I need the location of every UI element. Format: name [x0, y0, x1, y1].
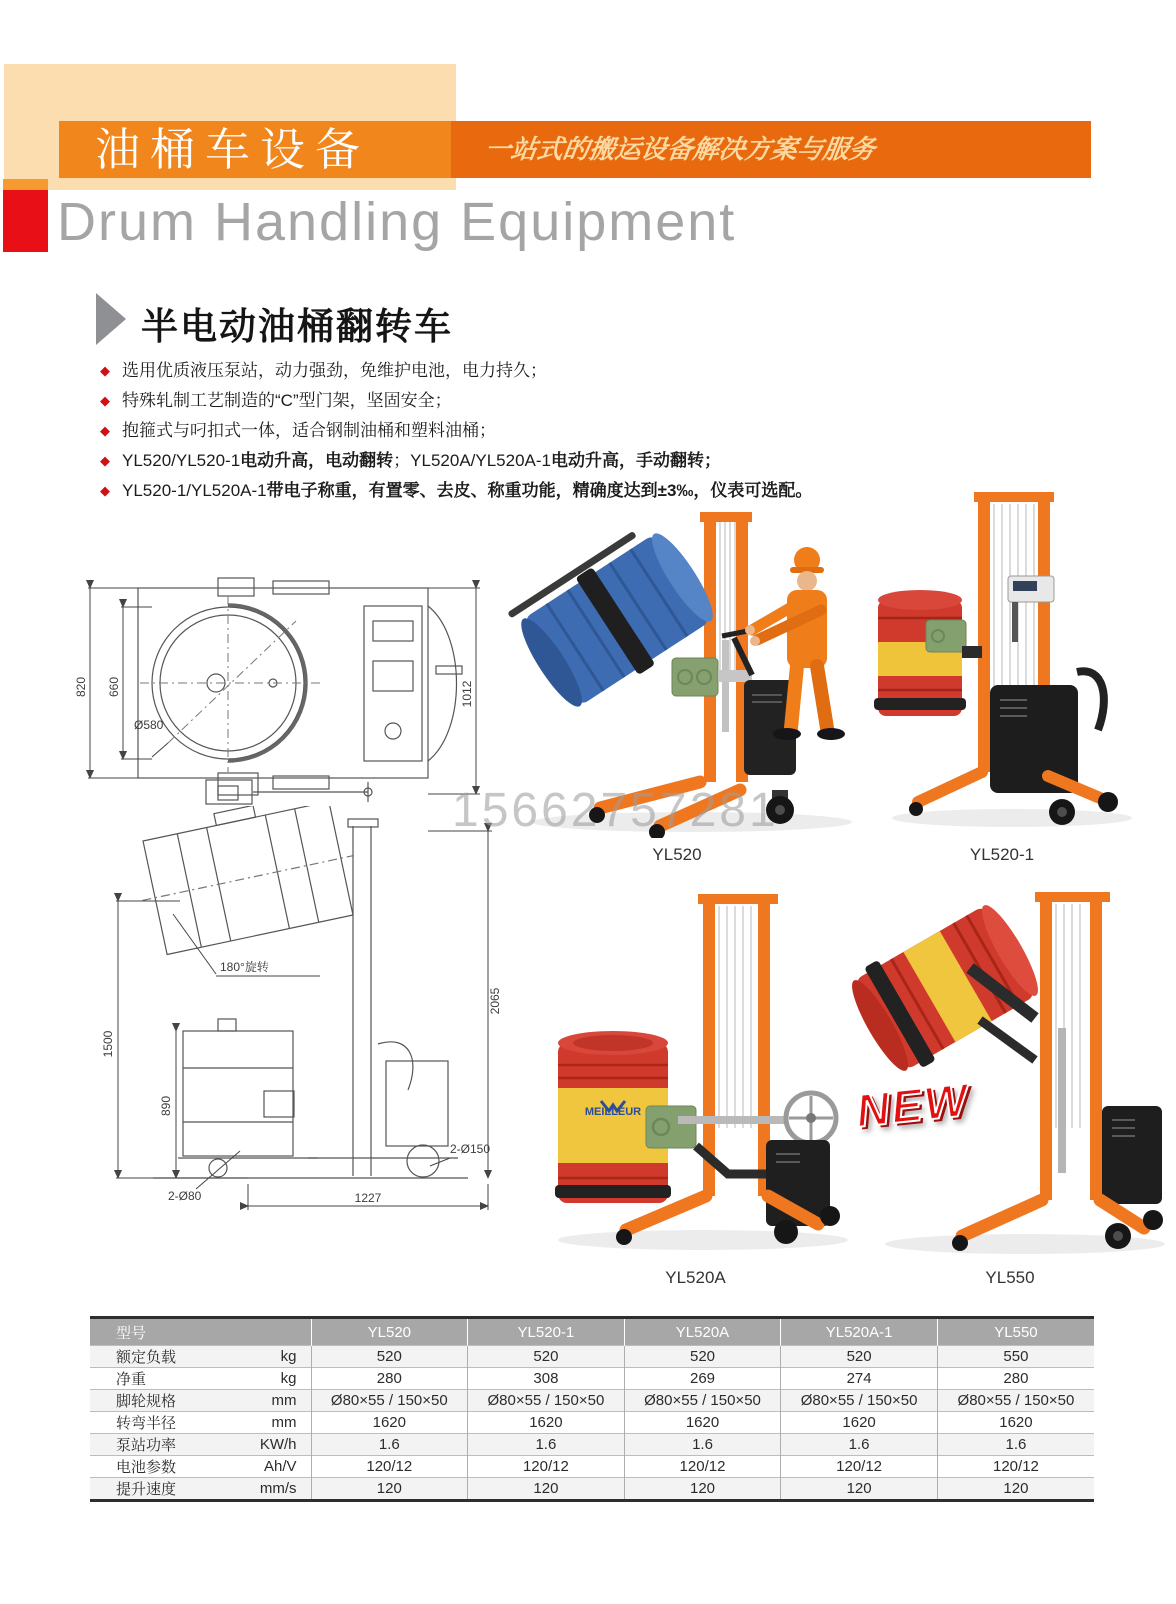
- feature-list: [100, 356, 812, 506]
- product-label-yl550: YL550: [985, 1268, 1035, 1287]
- spec-value: 520: [781, 1346, 938, 1368]
- spec-value: 520: [468, 1346, 625, 1368]
- spec-row: [90, 1456, 1094, 1478]
- spec-value: 1.6: [311, 1434, 468, 1456]
- spec-param-name: 额定负载: [90, 1346, 240, 1368]
- feature-item: ◆ 选用优质液压泵站，动力强劲，免维护电池，电力持久；: [100, 361, 547, 380]
- product-photo-yl550: [850, 868, 1170, 1260]
- spec-header-model: YL550: [937, 1318, 1094, 1346]
- spec-header-model: YL520A-1: [781, 1318, 938, 1346]
- pump-box: [722, 631, 796, 775]
- dim-plan-820: 820: [74, 676, 88, 698]
- battery-box: [1102, 1106, 1162, 1204]
- spec-value: 120: [624, 1478, 781, 1501]
- spec-row: [90, 1390, 1094, 1412]
- bullet-diamond-icon: ◆: [100, 453, 110, 468]
- dim-side-2065: 2065: [488, 987, 502, 1015]
- spec-header-model-label: 型号: [90, 1318, 311, 1346]
- header-orange-square: [3, 179, 48, 190]
- spec-value: 120: [781, 1478, 938, 1501]
- spec-header-model: YL520-1: [468, 1318, 625, 1346]
- spec-value: Ø80×55 / 150×50: [624, 1390, 781, 1412]
- spec-value: Ø80×55 / 150×50: [781, 1390, 938, 1412]
- spec-value: 274: [781, 1368, 938, 1390]
- spec-table-wrap: [90, 1316, 1094, 1502]
- new-badge: NEW: [853, 1073, 972, 1137]
- dim-plan-1012: 1012: [460, 680, 474, 708]
- page-title: 油桶车设备: [95, 124, 371, 175]
- feature-item: ◆ YL520/YL520-1电动升高，电动翻转；YL520A/YL520A-1电动升高，手动翻转；: [100, 451, 721, 470]
- spec-value: 120: [311, 1478, 468, 1501]
- spec-param-name: 净重: [90, 1368, 240, 1390]
- spec-value: 120/12: [468, 1456, 625, 1478]
- spec-param-name: 脚轮规格: [90, 1390, 240, 1412]
- spec-param-unit: KW/h: [240, 1434, 311, 1456]
- spec-value: 520: [311, 1346, 468, 1368]
- header-slogan-bar: [451, 121, 1091, 178]
- spec-row: [90, 1478, 1094, 1501]
- clamp-gearbox: [926, 620, 982, 658]
- spec-param-name: 转弯半径: [90, 1412, 240, 1434]
- spec-row: [90, 1368, 1094, 1390]
- spec-value: 520: [624, 1346, 781, 1368]
- spec-row: [90, 1434, 1094, 1456]
- spec-param-unit: kg: [240, 1346, 311, 1368]
- feature-item: ◆ 抱箍式与叼扣式一体，适合钢制油桶和塑料油桶；: [100, 421, 496, 440]
- spec-table: [90, 1316, 1094, 1502]
- bullet-diamond-icon: ◆: [100, 423, 110, 438]
- feature-item: ◆ YL520-1/YL520A-1带电子称重，有置零、去皮、称重功能，精确度达到±3‰，仪表可选配。: [100, 481, 813, 500]
- spec-value: 308: [468, 1368, 625, 1390]
- section-arrow-icon: [96, 293, 126, 345]
- product-label-yl520: YL520: [652, 845, 702, 864]
- spec-table-header: [90, 1318, 1094, 1346]
- dim-side-890: 890: [159, 1095, 173, 1117]
- dim-plan-660: 660: [107, 676, 121, 698]
- spec-value: 1.6: [624, 1434, 781, 1456]
- spec-value: 280: [311, 1368, 468, 1390]
- spec-value: 1.6: [937, 1434, 1094, 1456]
- spec-param-unit: Ah/V: [240, 1456, 311, 1478]
- spec-value: Ø80×55 / 150×50: [468, 1390, 625, 1412]
- dim-side-rotation: 180°旋转: [220, 960, 269, 974]
- product-photo-yl520-1: [862, 480, 1142, 832]
- bullet-diamond-icon: ◆: [100, 393, 110, 408]
- plan-view-drawing: [68, 566, 498, 806]
- svg-text:MEILLEUR: MEILLEUR: [584, 1106, 642, 1118]
- spec-row: [90, 1412, 1094, 1434]
- spec-value: 269: [624, 1368, 781, 1390]
- product-label-yl520a: YL520A: [665, 1268, 726, 1287]
- spec-value: 1620: [311, 1412, 468, 1434]
- dim-side-front-wheels: 2-Ø80: [168, 1189, 202, 1203]
- bullet-diamond-icon: ◆: [100, 483, 110, 498]
- spec-value: 120: [468, 1478, 625, 1501]
- bullet-diamond-icon: ◆: [100, 363, 110, 378]
- phone-watermark: 15662757281: [452, 784, 779, 837]
- section-title: 半电动油桶翻转车: [141, 306, 453, 347]
- spec-value: 550: [937, 1346, 1094, 1368]
- dim-side-1227: 1227: [354, 1191, 382, 1205]
- spec-param-unit: mm: [240, 1412, 311, 1434]
- spec-value: 120: [937, 1478, 1094, 1501]
- spec-value: 1620: [468, 1412, 625, 1434]
- product-photo-yl520a: [528, 878, 863, 1256]
- page-title-english: Drum Handling Equipment: [57, 192, 737, 252]
- spec-param-unit: mm/s: [240, 1478, 311, 1501]
- spec-value: 120/12: [781, 1456, 938, 1478]
- dim-plan-drum-dia: Ø580: [134, 718, 164, 732]
- spec-value: Ø80×55 / 150×50: [311, 1390, 468, 1412]
- dim-side-1500: 1500: [101, 1030, 115, 1058]
- dim-side-rear-wheels: 2-Ø150: [450, 1142, 491, 1156]
- handwheel: [786, 1093, 836, 1143]
- spec-header-model: YL520: [311, 1318, 468, 1346]
- spec-param-name: 提升速度: [90, 1478, 240, 1501]
- spec-value: 1620: [937, 1412, 1094, 1434]
- spec-value: 120/12: [937, 1456, 1094, 1478]
- spec-row: [90, 1346, 1094, 1368]
- drum-red-yellow: [874, 590, 966, 716]
- spec-param-name: 电池参数: [90, 1456, 240, 1478]
- spec-param-unit: mm: [240, 1390, 311, 1412]
- spec-value: Ø80×55 / 150×50: [937, 1390, 1094, 1412]
- spec-value: 1620: [781, 1412, 938, 1434]
- spec-value: 120/12: [624, 1456, 781, 1478]
- spec-param-unit: kg: [240, 1368, 311, 1390]
- header-slogan: 一站式的搬运设备解决方案与服务: [482, 134, 878, 164]
- spec-header-model: YL520A: [624, 1318, 781, 1346]
- spec-value: 280: [937, 1368, 1094, 1390]
- spec-value: 120/12: [311, 1456, 468, 1478]
- spec-value: 1.6: [468, 1434, 625, 1456]
- spec-table-body: [90, 1346, 1094, 1501]
- spec-value: 1.6: [781, 1434, 938, 1456]
- product-label-yl520-1: YL520-1: [969, 845, 1035, 864]
- spec-param-name: 泵站功率: [90, 1434, 240, 1456]
- spec-value: 1620: [624, 1412, 781, 1434]
- header-red-square: [3, 190, 48, 252]
- feature-item: ◆ 特殊轧制工艺制造的“C”型门架，坚固安全；: [100, 391, 452, 410]
- header-title-bar: [59, 121, 451, 178]
- side-view-drawing: [68, 806, 513, 1236]
